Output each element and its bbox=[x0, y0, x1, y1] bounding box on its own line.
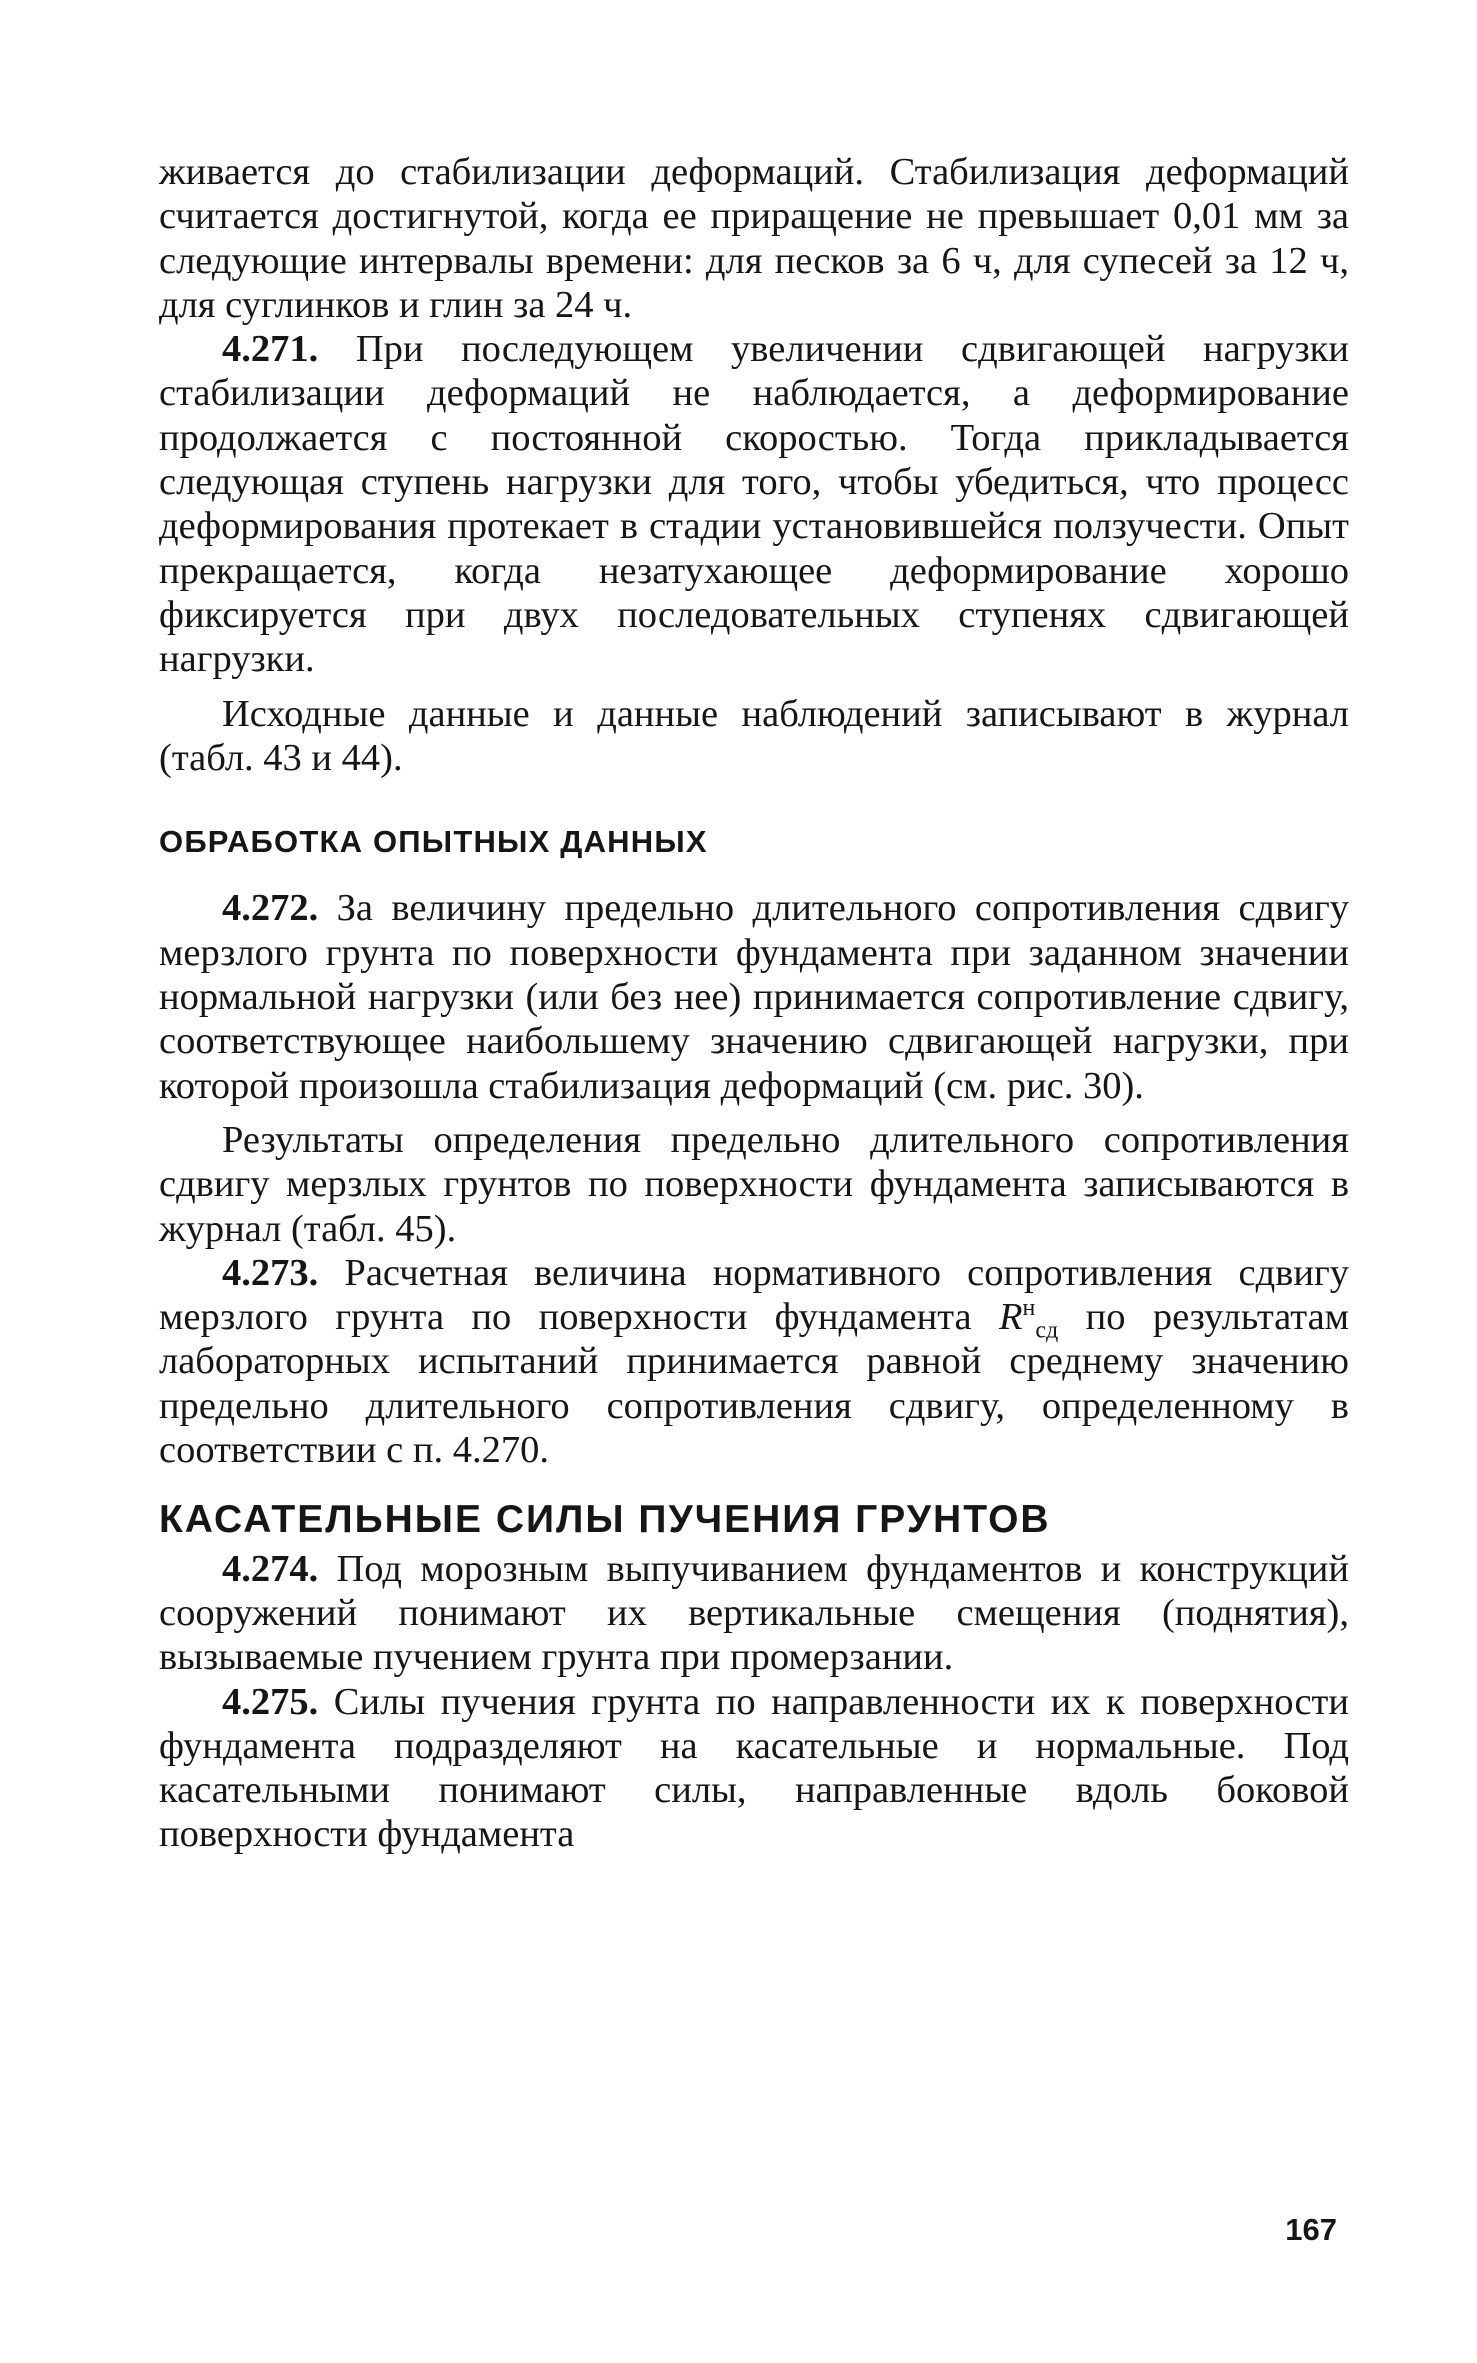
page-number: 167 bbox=[1285, 2212, 1337, 2247]
section-number: 4.275. bbox=[222, 1680, 319, 1723]
paragraph-text: Силы пучения грунта по направленности их к поверхности фундамента подразделяют на касательные и нормальные. Под касательными понимают силы, направленные вдоль боковой поверхности фундамента bbox=[159, 1680, 1349, 1856]
section-number: 4.271. bbox=[222, 328, 319, 371]
paragraph-continuation: живается до стабилизации деформаций. Стабилизация деформаций считается достигнутой, когда ее приращение не превышает 0,01 мм за следующие интервалы времени: для песков за 6 ч, для супесей за 12 ч, для суглинков и глин за 24 ч. bbox=[159, 151, 1349, 326]
paragraph-4-273 bbox=[159, 1251, 1349, 1472]
paragraph-4-271 bbox=[159, 327, 1349, 681]
formula-r-sd: $R^н_{сд}$ bbox=[999, 1295, 1059, 1344]
page-body bbox=[159, 150, 1349, 1857]
section-number: 4.272. bbox=[222, 887, 319, 930]
paragraph-text: Расчетная величина нормативного сопротивления сдвигу мерзлого грунта по поверхности фундамента bbox=[159, 1251, 1350, 1339]
paragraph-journal: Исходные данные и данные наблюдений записывают в журнал (табл. 43 и 44). bbox=[159, 692, 1349, 779]
paragraph-4-275 bbox=[159, 1680, 1349, 1857]
paragraph-text: При последующем увеличении сдвигающей нагрузки стабилизации деформаций не наблюдается, а деформирование продолжается с постоянной скоростью. Тогда прикладывается следующая ступень нагрузки для того, чтобы убедиться, что процесс деформирования протекает в стадии установившейся ползучести. Опыт прекращается, когда незатухающее деформирование хорошо фиксируется при двух последовательных ступенях сдвигающей нагрузки. bbox=[159, 328, 1349, 681]
paragraph-text: Под морозным выпучиванием фундаментов и конструкций сооружений понимают их вертикальные смещения (поднятия), вызываемые пучением грунта при промерзании. bbox=[159, 1547, 1350, 1679]
chapter-heading-frost-heave: КАСАТЕЛЬНЫЕ СИЛЫ ПУЧЕНИЯ ГРУНТОВ bbox=[159, 1498, 1051, 1542]
paragraph-text: по результатам лабораторных испытаний принимается равной среднему значению предельно длительного сопротивления сдвигу, определенному в соответствии с п. 4.270. bbox=[159, 1296, 1350, 1472]
paragraph-results: Результаты определения предельно длительного сопротивления сдвигу мерзлых грунтов по поверхности фундамента записываются в журнал (табл. 45). bbox=[159, 1118, 1349, 1250]
section-heading-processing: ОБРАБОТКА ОПЫТНЫХ ДАННЫХ bbox=[159, 824, 708, 860]
section-number: 4.274. bbox=[222, 1547, 319, 1590]
section-number: 4.273. bbox=[222, 1251, 319, 1294]
paragraph-4-274 bbox=[159, 1547, 1349, 1680]
paragraph-text: За величину предельно длительного сопротивления сдвигу мерзлого грунта по поверхности фундамента при заданном значении нормальной нагрузки (или без нее) принимается сопротивление сдвигу, соответствующее наибольшему значению сдвигающей нагрузки, при которой произошла стабилизация деформаций (см. рис. 30). bbox=[159, 887, 1350, 1107]
paragraph-4-272 bbox=[159, 886, 1349, 1107]
